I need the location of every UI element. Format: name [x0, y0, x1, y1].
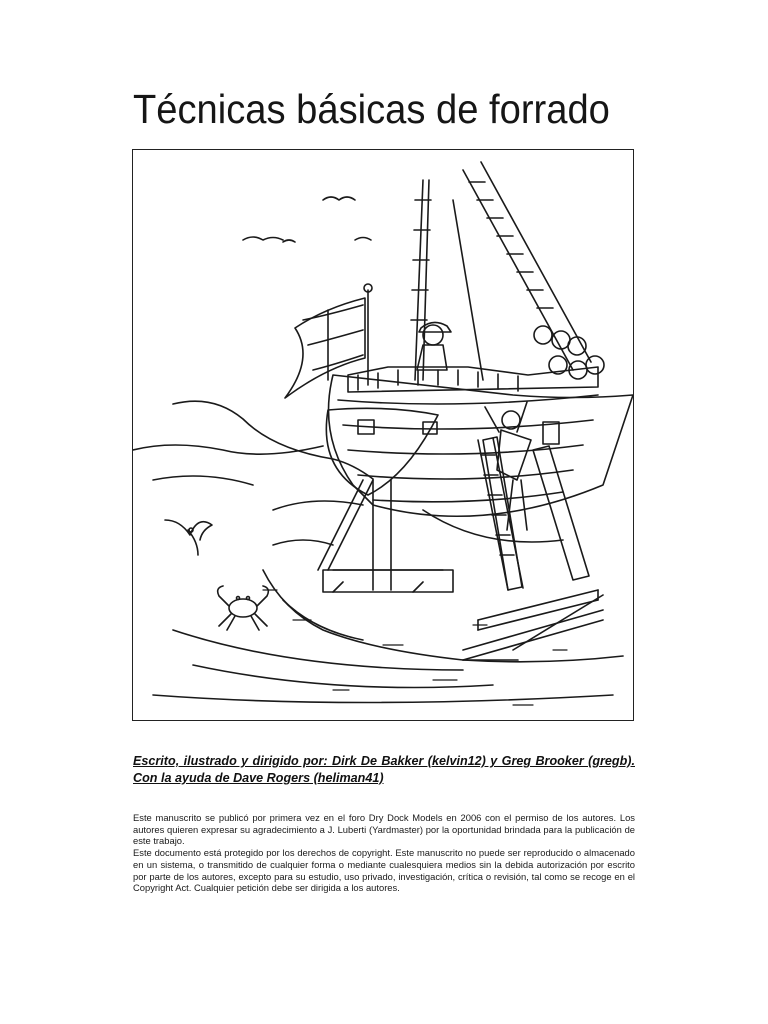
ladder-worker-figure: [478, 402, 531, 590]
document-title: Técnicas básicas de forrado: [133, 86, 610, 132]
worker-figure: [417, 322, 451, 370]
support-post: [373, 480, 391, 590]
copyright-notice: [133, 812, 635, 894]
ship-illustration: [132, 149, 634, 721]
bird-icon: [165, 520, 212, 555]
crab-icon: [218, 586, 269, 630]
paragraph: Este manuscrito se publicó por primera vez en el foro Dry Dock Models en 2006 con el permiso de los autores. Los autores quieren expresar su agradecimiento a J. Luberti (Yardmaster) por la oportunidad brindada para la publicación de este trabajo.: [133, 812, 635, 847]
shoreline-lines: [133, 445, 623, 703]
seagull-icon: [243, 197, 371, 242]
flag: [285, 284, 372, 398]
paragraph: Este documento está protegido por los derechos de copyright. Este manuscrito no puede ser reproducido o almacenado en un sistema, o transmitido de cualquier forma o mediante cualesquiera medios sin la debida autorización por escrito por parte de los autores, excepto para su estudio, uso privado, investigación, crítica o revisión, tal como se recoge en el Copyright Act. Cualquier petición debe ser dirigida a los autores.: [133, 847, 635, 894]
mast: [411, 162, 604, 380]
credits-line: Escrito, ilustrado y dirigido por: Dirk De Bakker (kelvin12) y Greg Brooker (gregb). Con la ayuda de Dave Rogers (heliman41): [133, 754, 635, 785]
